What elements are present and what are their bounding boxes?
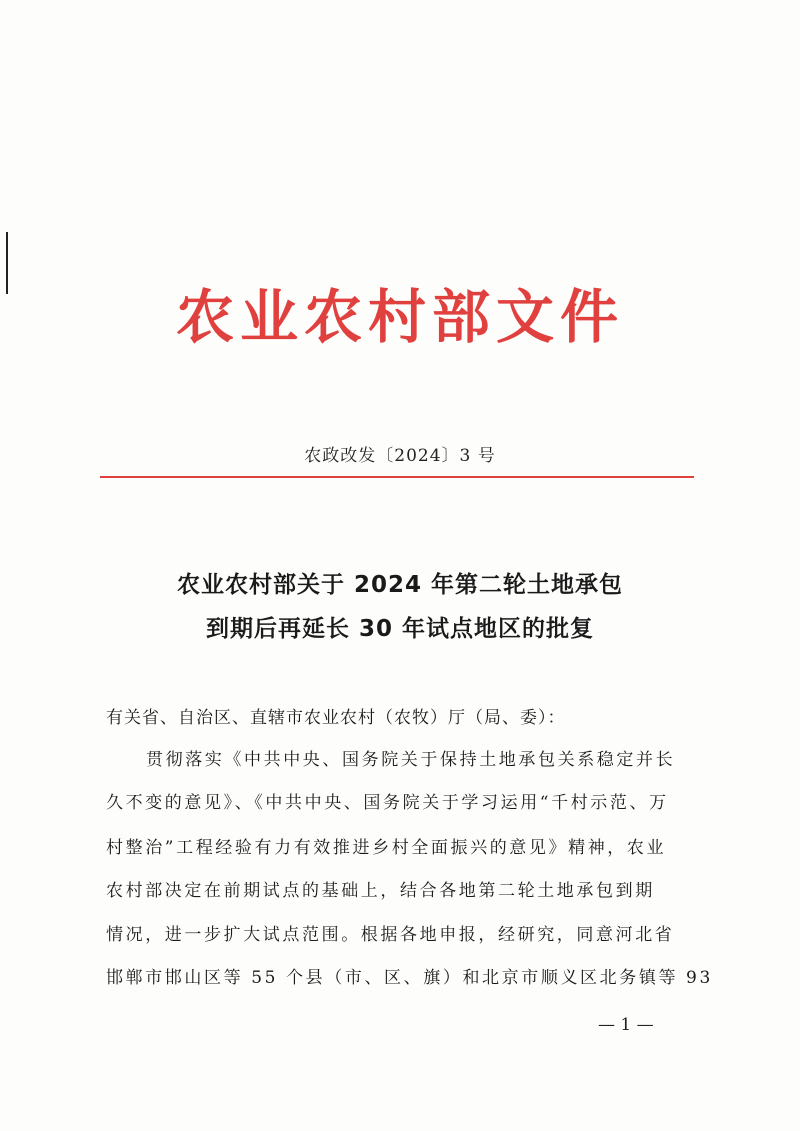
red-divider-line (100, 476, 694, 478)
salutation: 有关省、自治区、直辖市农业农村（农牧）厅（局、委）： (106, 708, 566, 728)
document-title-line-2: 到期后再延长 30 年试点地区的批复 (205, 616, 595, 642)
paragraph-line: 情况，进一步扩大试点范围。根据各地申报，经研究，同意河北省 (106, 925, 675, 945)
paragraph-line: 贯彻落实《中共中央、国务院关于保持土地承包关系稳定并长 (146, 750, 676, 770)
issuer-header: 农业农村部文件 (175, 283, 624, 351)
paragraph-line: 村整治”工程经验有力有效推进乡村全面振兴的意见》精神，农业 (106, 838, 667, 858)
paragraph-line: 邯郸市邯山区等 55 个县（市、区、旗）和北京市顺义区北务镇等 93 (106, 968, 713, 988)
paragraph-line: 久不变的意见》、《中共中央、国务院关于学习运用“千村示范、万 (106, 793, 669, 813)
document-title-line-1: 农业农村部关于 2024 年第二轮土地承包 (176, 572, 624, 598)
document-number: 农政改发〔2024〕3 号 (304, 446, 496, 466)
paragraph-line: 农村部决定在前期试点的基础上，结合各地第二轮土地承包到期 (106, 881, 655, 901)
page-number: — 1 — (598, 1015, 654, 1035)
